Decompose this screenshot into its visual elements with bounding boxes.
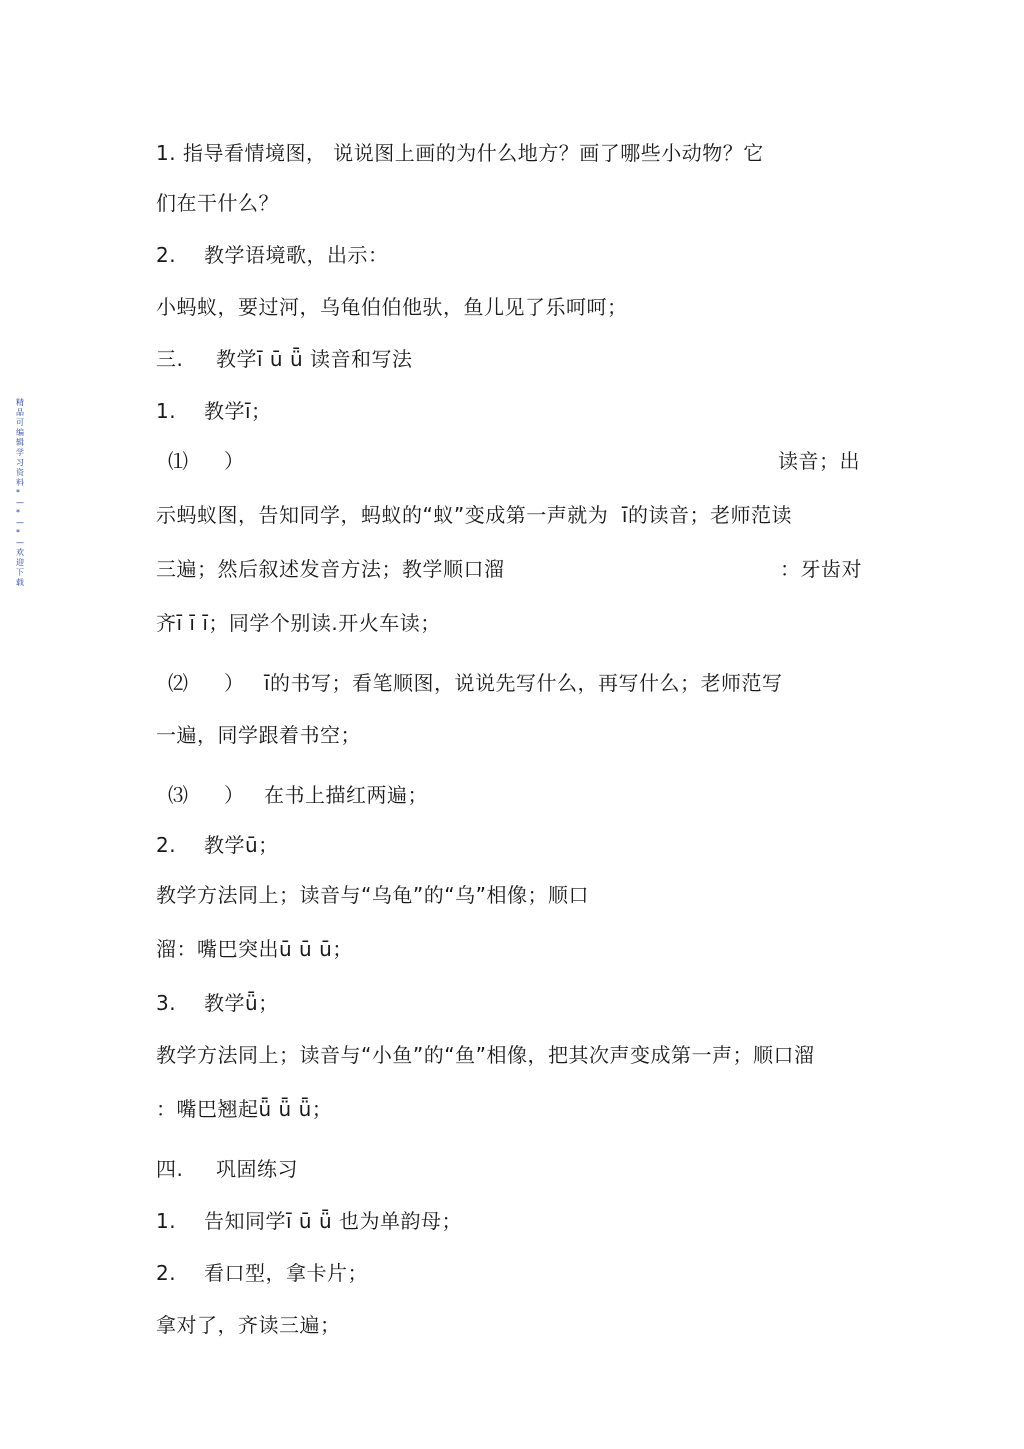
section-number: 三. [156, 347, 184, 371]
text-line: ī的书写；看笔顺图，说说先写什么，再写什么；老师范写 [264, 671, 783, 695]
text-line: 教学方法同上；读音与“乌龟”的“乌”相像；顺口 [156, 883, 589, 907]
text-line: 1. 指导看情境图， 说说图上画的为什么地方？画了哪些小动物？它 [156, 141, 764, 165]
text-line: 溜：嘴巴突出ū ū ū； [156, 937, 353, 961]
sub-number: ⑴ [168, 449, 189, 473]
text-line: 拿对了，齐读三遍； [156, 1313, 341, 1337]
text-line: 示蚂蚁图，告知同学，蚂蚁的“蚁”变成第一声就为 ī的读音；老师范读 [156, 503, 792, 527]
list-number: 2. [156, 243, 177, 267]
text-line: ：牙齿对 [780, 557, 862, 581]
text-line: 读音；出 [778, 449, 860, 473]
sidebar-watermark: 精品可编辑学习资料 * — * — * — 欢迎下载 [16, 398, 24, 587]
sub-number: ⑵ [168, 671, 189, 695]
text-line: 教学ī； [204, 399, 272, 423]
text-line: ：嘴巴翘起ǖ ǖ ǖ； [156, 1097, 333, 1121]
section-number: 四. [156, 1157, 184, 1181]
list-number: 1. [156, 399, 177, 423]
text-line: 教学ū； [204, 833, 279, 857]
text-line: 在书上描红两遍； [264, 783, 428, 807]
text-line: 教学语境歌，出示： [204, 243, 389, 267]
list-number: 2. [156, 833, 177, 857]
text-line: 看口型，拿卡片； [204, 1261, 368, 1285]
sub-paren: ） [224, 449, 245, 473]
list-number: 1. [156, 1209, 177, 1233]
text-line: 们在干什么？ [156, 191, 279, 215]
section-heading: 巩固练习 [216, 1157, 298, 1181]
sub-paren: ） [224, 671, 245, 695]
sub-paren: ） [224, 783, 245, 807]
list-number: 2. [156, 1261, 177, 1285]
text-line: 小蚂蚁，要过河，乌龟伯伯他驮，鱼儿见了乐呵呵； [156, 295, 628, 319]
text-line: 教学ǖ； [204, 991, 279, 1015]
text-line: 齐ī ī ī；同学个别读.开火车读； [156, 611, 441, 635]
text-line: 一遍，同学跟着书空； [156, 723, 361, 747]
text-line: 告知同学ī ū ǖ 也为单韵母； [204, 1209, 462, 1233]
text-line: 三遍；然后叙述发音方法；教学顺口溜 [156, 557, 505, 581]
text-line: 教学方法同上；读音与“小鱼”的“鱼”相像，把其次声变成第一声；顺口溜 [156, 1043, 815, 1067]
sub-number: ⑶ [168, 783, 189, 807]
section-heading: 教学ī ū ǖ 读音和写法 [216, 347, 413, 371]
list-number: 3. [156, 991, 177, 1015]
